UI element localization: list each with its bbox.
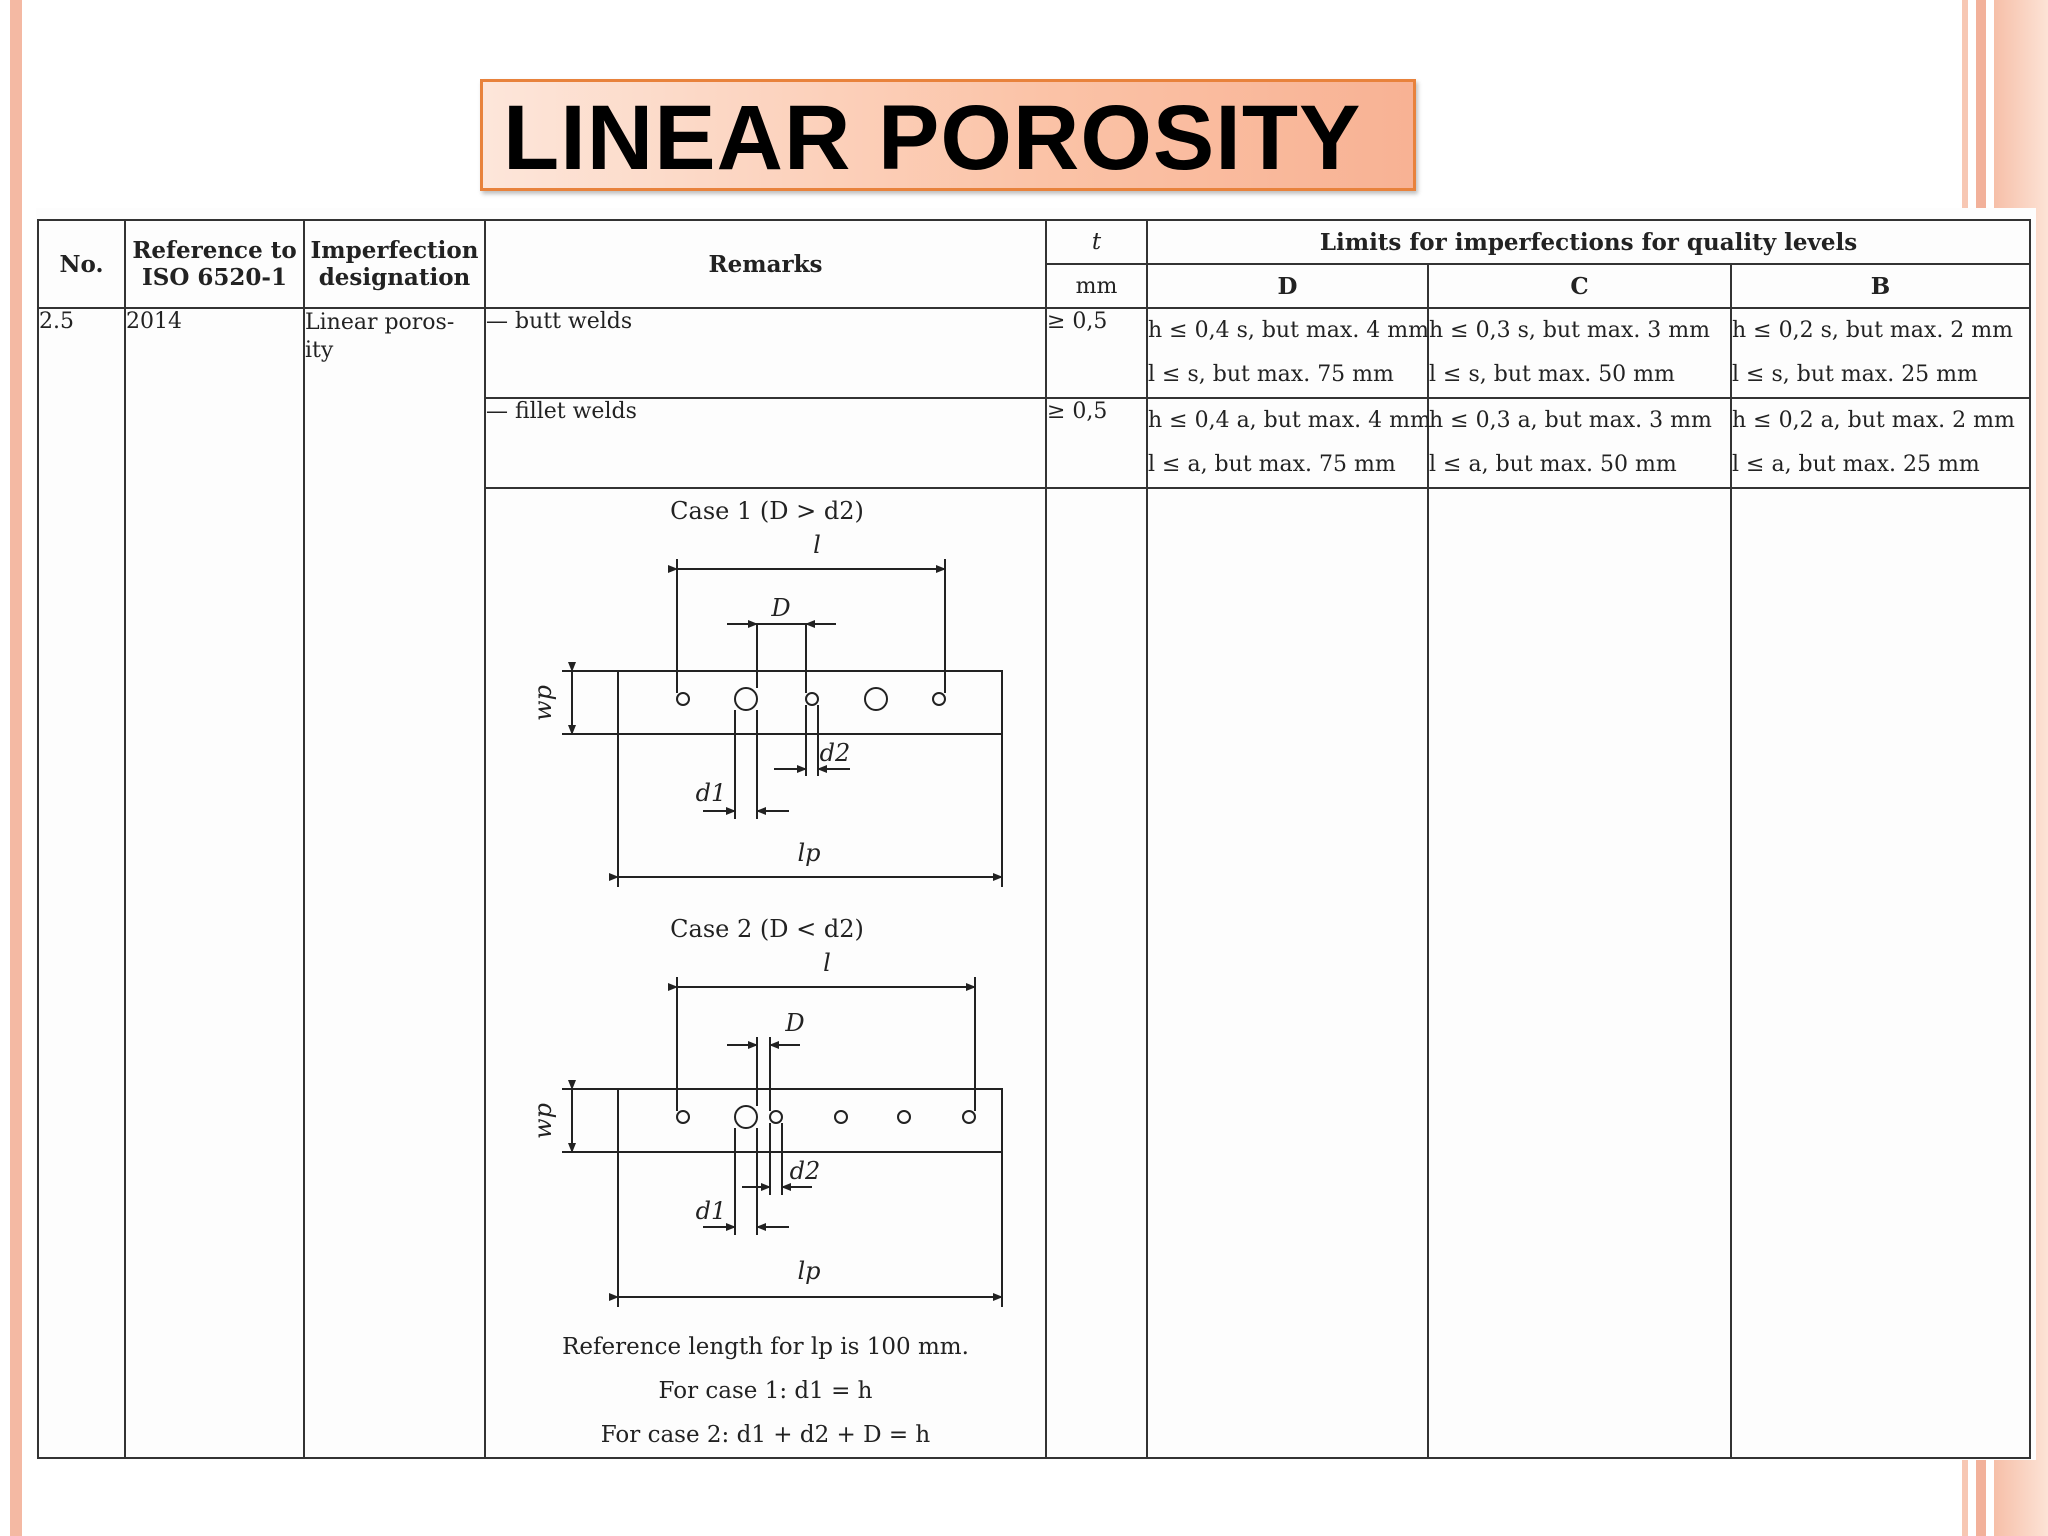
- empty-c-cell: [1428, 488, 1731, 1458]
- limit-butt-b-l: l ≤ s, but max. 25 mm: [1732, 362, 1978, 387]
- case1-label-D: D: [771, 594, 791, 622]
- case1-pore-5: [933, 693, 945, 705]
- remark-butt-welds: — butt welds: [485, 308, 1046, 398]
- figure-cell: [485, 488, 1046, 1458]
- limit-fillet-c-l: l ≤ a, but max. 50 mm: [1429, 452, 1677, 477]
- slide-title-box: [480, 79, 1416, 191]
- empty-d-cell: [1147, 488, 1428, 1458]
- header-t-unit: mm: [1046, 264, 1147, 308]
- case1-label-lp: lp: [797, 839, 821, 867]
- imperfection-table: [37, 219, 2031, 1459]
- header-level-b: B: [1731, 264, 2030, 308]
- case2-pore-1: [677, 1111, 689, 1123]
- limit-butt-c-h: h ≤ 0,3 s, but max. 3 mm: [1429, 318, 1711, 343]
- case2-pore-5: [898, 1111, 910, 1123]
- case1-label-d2: d2: [819, 739, 851, 767]
- figure-note-case2: For case 2: d1 + d2 + D = h: [600, 1422, 931, 1448]
- limit-butt-d-l: l ≤ s, but max. 75 mm: [1148, 362, 1394, 387]
- limit-fillet-b: [1731, 398, 2030, 488]
- limit-fillet-c-h: h ≤ 0,3 a, but max. 3 mm: [1429, 408, 1712, 433]
- left-accent-bar: [10, 0, 22, 1536]
- case1-pore-1: [677, 693, 689, 705]
- slide-title: LINEAR POROSITY: [503, 87, 1362, 189]
- case1-label-wp: wp: [529, 685, 557, 721]
- t-fillet-welds: ≥ 0,5: [1046, 398, 1147, 488]
- header-limits: Limits for imperfections for quality levels: [1147, 220, 2030, 264]
- limit-fillet-d-l: l ≤ a, but max. 75 mm: [1148, 452, 1396, 477]
- limit-fillet-b-l: l ≤ a, but max. 25 mm: [1732, 452, 1980, 477]
- figure-note-reference-length: Reference length for lp is 100 mm.: [562, 1334, 969, 1360]
- t-butt-welds: ≥ 0,5: [1046, 308, 1147, 398]
- case1-pore-4: [865, 688, 887, 710]
- case2-label-wp: wp: [529, 1103, 557, 1139]
- case1-pore-3: [806, 693, 818, 705]
- limit-fillet-d-h: h ≤ 0,4 a, but max. 4 mm: [1148, 408, 1431, 433]
- empty-b-cell: [1731, 488, 2030, 1458]
- case2-pore-3: [770, 1111, 782, 1123]
- case2-weld-strip: [618, 1089, 1002, 1152]
- case2-title: Case 2 (D < d2): [670, 915, 864, 943]
- limit-butt-d-h: h ≤ 0,4 s, but max. 4 mm: [1148, 318, 1430, 343]
- limit-fillet-c: [1428, 398, 1731, 488]
- case1-title: Case 1 (D > d2): [670, 497, 864, 525]
- empty-t-cell: [1046, 488, 1147, 1458]
- figure-note-case1: For case 1: d1 = h: [658, 1378, 873, 1404]
- limit-butt-c-l: l ≤ s, but max. 50 mm: [1429, 362, 1675, 387]
- case2-label-lp: lp: [797, 1257, 821, 1285]
- row-reference: 2014: [125, 308, 304, 1458]
- limit-fillet-d: [1147, 398, 1431, 488]
- header-level-d: D: [1147, 264, 1428, 308]
- header-t: t: [1046, 220, 1147, 264]
- remark-fillet-welds: — fillet welds: [485, 398, 1046, 488]
- row-designation: Linear poros- ity: [304, 308, 485, 1458]
- header-no: No.: [38, 220, 125, 308]
- figure-notes: [486, 1325, 1045, 1457]
- header-designation: Imperfection designation: [304, 220, 485, 308]
- limit-fillet-b-h: h ≤ 0,2 a, but max. 2 mm: [1732, 408, 2015, 433]
- row-no: 2.5: [38, 308, 125, 1458]
- header-reference: Reference to ISO 6520-1: [125, 220, 304, 308]
- limit-butt-b-h: h ≤ 0,2 s, but max. 2 mm: [1732, 318, 2014, 343]
- header-level-c: C: [1428, 264, 1731, 308]
- linear-porosity-figure: [487, 489, 1044, 1319]
- case2-label-D: D: [785, 1009, 805, 1037]
- case1-label-l: l: [813, 531, 821, 559]
- case2-label-d2: d2: [789, 1157, 821, 1185]
- case2-pore-6: [963, 1111, 975, 1123]
- case2-pore-4: [835, 1111, 847, 1123]
- header-remarks: Remarks: [485, 220, 1046, 308]
- limit-butt-d: [1147, 308, 1428, 398]
- case1-pore-2: [735, 688, 757, 710]
- case2-label-l: l: [823, 949, 831, 977]
- case1-label-d1: d1: [695, 779, 727, 807]
- case2-pore-2: [735, 1106, 757, 1128]
- limit-butt-c: [1428, 308, 1731, 398]
- case2-label-d1: d1: [695, 1197, 727, 1225]
- limit-butt-b: [1731, 308, 2030, 398]
